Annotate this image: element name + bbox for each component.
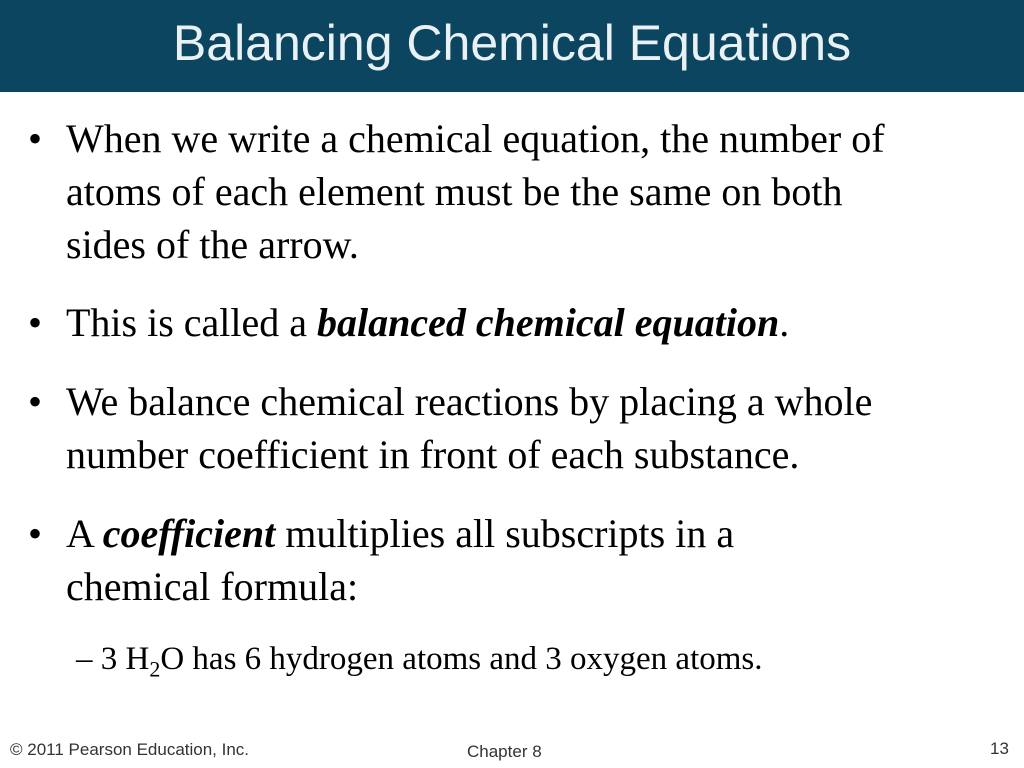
slide-title: Balancing Chemical Equations xyxy=(172,15,852,71)
bullet-2-emphasis: balanced chemical equation xyxy=(317,300,780,345)
bullet-3 xyxy=(28,375,1003,485)
footer-page-number: 13 xyxy=(990,739,1009,758)
bullet-marker: • xyxy=(28,511,43,556)
bullet-1 xyxy=(28,112,1003,272)
water-subscript: 2 xyxy=(149,656,161,682)
bullet-2 xyxy=(28,296,1003,351)
bullet-1-line-2: atoms of each element must be the same on both xyxy=(66,169,843,214)
sub-bullet-before: 3 H xyxy=(92,641,150,677)
bullet-3-text xyxy=(66,375,1006,481)
sub-bullet-dash: – xyxy=(76,641,93,677)
bullet-2-after: . xyxy=(779,300,790,345)
bullet-2-before: This is called a xyxy=(66,300,318,345)
bullet-4-after: multiplies all subscripts in a xyxy=(275,511,735,556)
bullet-marker: • xyxy=(28,116,43,161)
bullet-4-line-2: chemical formula: xyxy=(66,564,359,609)
bullet-1-text xyxy=(66,112,1006,271)
bullet-4-text xyxy=(66,507,1006,613)
bullet-4 xyxy=(28,507,1003,617)
bullet-4-emphasis: coefficient xyxy=(102,511,276,556)
bullet-3-line-2: number coefficient in front of each substance. xyxy=(66,432,800,477)
bullet-4-line-1 xyxy=(66,507,1006,560)
bullet-4-before: A xyxy=(66,511,103,556)
bullet-2-text xyxy=(66,296,1006,349)
bullet-1-line-3: sides of the arrow. xyxy=(66,222,359,267)
footer-copyright: © 2011 Pearson Education, Inc. xyxy=(10,740,250,759)
bullet-marker: • xyxy=(28,379,43,424)
bullet-marker: • xyxy=(28,300,43,345)
sub-bullet-after: O has 6 hydrogen atoms and 3 oxygen atoms. xyxy=(160,641,763,677)
bullet-1-line-1: When we write a chemical equation, the number of xyxy=(66,116,885,161)
bullet-3-line-1: We balance chemical reactions by placing a whole xyxy=(66,379,873,424)
footer-chapter: Chapter 8 xyxy=(467,742,542,761)
sub-bullet xyxy=(76,638,976,691)
